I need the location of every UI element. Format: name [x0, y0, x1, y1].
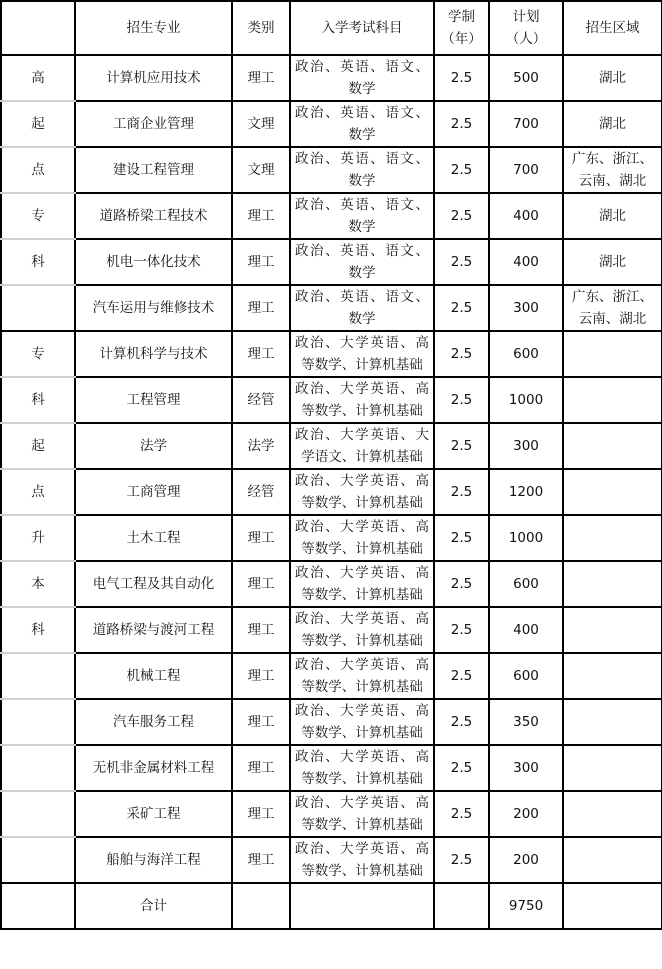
table-row: [1, 377, 662, 423]
table-row: [1, 193, 662, 239]
plan-cell: 400: [489, 607, 563, 653]
exam-subjects-cell: 政治、英语、语文、数学: [290, 55, 434, 101]
major-cell: 计算机科学与技术: [75, 331, 232, 377]
duration-cell: 2.5: [434, 699, 489, 745]
total-row: [1, 883, 662, 929]
duration-cell: 2.5: [434, 285, 489, 331]
duration-cell: 2.5: [434, 515, 489, 561]
major-cell: 土木工程: [75, 515, 232, 561]
major-cell: 机械工程: [75, 653, 232, 699]
region-cell: [563, 837, 662, 883]
major-cell: 汽车服务工程: [75, 699, 232, 745]
section-cell: [1, 653, 75, 699]
category-cell: 文理: [232, 101, 290, 147]
header-category: 类别: [232, 1, 290, 55]
section-cell: [1, 699, 75, 745]
category-cell: 理工: [232, 607, 290, 653]
category-cell: 理工: [232, 699, 290, 745]
major-cell: 道路桥梁与渡河工程: [75, 607, 232, 653]
section-cell: 点: [1, 469, 75, 515]
header-region: 招生区域: [563, 1, 662, 55]
major-cell: 工商管理: [75, 469, 232, 515]
region-cell: 湖北: [563, 101, 662, 147]
region-cell: 湖北: [563, 193, 662, 239]
duration-cell: 2.5: [434, 837, 489, 883]
duration-cell: 2.5: [434, 653, 489, 699]
plan-cell: 400: [489, 239, 563, 285]
category-cell: 理工: [232, 837, 290, 883]
total-duration-cell: [434, 883, 489, 929]
table-row: [1, 469, 662, 515]
plan-cell: 300: [489, 285, 563, 331]
exam-subjects-cell: 政治、英语、语文、数学: [290, 285, 434, 331]
exam-subjects-cell: 政治、大学英语、高等数学、计算机基础: [290, 331, 434, 377]
region-cell: 广东、浙江、云南、湖北: [563, 285, 662, 331]
section-cell: 高: [1, 55, 75, 101]
major-cell: 机电一体化技术: [75, 239, 232, 285]
category-cell: 理工: [232, 515, 290, 561]
category-cell: 理工: [232, 285, 290, 331]
total-region-cell: [563, 883, 662, 929]
exam-subjects-cell: 政治、英语、语文、数学: [290, 239, 434, 285]
exam-subjects-cell: 政治、英语、语文、数学: [290, 193, 434, 239]
header-duration-line1: 学制: [448, 9, 475, 25]
duration-cell: 2.5: [434, 607, 489, 653]
plan-cell: 350: [489, 699, 563, 745]
category-cell: 理工: [232, 239, 290, 285]
exam-subjects-cell: 政治、大学英语、高等数学、计算机基础: [290, 699, 434, 745]
exam-subjects-cell: 政治、大学英语、高等数学、计算机基础: [290, 515, 434, 561]
table-row: [1, 285, 662, 331]
section-cell: 起: [1, 423, 75, 469]
exam-subjects-cell: 政治、大学英语、高等数学、计算机基础: [290, 837, 434, 883]
plan-cell: 1000: [489, 377, 563, 423]
section-cell: 科: [1, 607, 75, 653]
region-cell: [563, 331, 662, 377]
major-cell: 采矿工程: [75, 791, 232, 837]
major-cell: 汽车运用与维修技术: [75, 285, 232, 331]
table-row: [1, 515, 662, 561]
table-row: [1, 791, 662, 837]
header-duration: [434, 1, 489, 55]
major-cell: 计算机应用技术: [75, 55, 232, 101]
header-exam-subjects: 入学考试科目: [290, 1, 434, 55]
duration-cell: 2.5: [434, 331, 489, 377]
category-cell: 理工: [232, 331, 290, 377]
plan-cell: 300: [489, 423, 563, 469]
section-cell: [1, 791, 75, 837]
plan-cell: 400: [489, 193, 563, 239]
table-row: [1, 55, 662, 101]
category-cell: 理工: [232, 561, 290, 607]
table-row: [1, 331, 662, 377]
plan-cell: 300: [489, 745, 563, 791]
table-row: [1, 423, 662, 469]
table-row: [1, 607, 662, 653]
major-cell: 无机非金属材料工程: [75, 745, 232, 791]
major-cell: 法学: [75, 423, 232, 469]
header-plan-line2: （人）: [505, 31, 547, 47]
duration-cell: 2.5: [434, 745, 489, 791]
section-cell: 专: [1, 193, 75, 239]
region-cell: [563, 653, 662, 699]
category-cell: 理工: [232, 193, 290, 239]
plan-cell: 1200: [489, 469, 563, 515]
exam-subjects-cell: 政治、大学英语、高等数学、计算机基础: [290, 607, 434, 653]
plan-cell: 700: [489, 147, 563, 193]
duration-cell: 2.5: [434, 791, 489, 837]
region-cell: 湖北: [563, 55, 662, 101]
exam-subjects-cell: 政治、大学英语、高等数学、计算机基础: [290, 469, 434, 515]
section-cell: 专: [1, 331, 75, 377]
exam-subjects-cell: 政治、大学英语、高等数学、计算机基础: [290, 377, 434, 423]
exam-subjects-cell: 政治、英语、语文、数学: [290, 147, 434, 193]
region-cell: [563, 423, 662, 469]
region-cell: [563, 469, 662, 515]
plan-cell: 700: [489, 101, 563, 147]
major-cell: 船舶与海洋工程: [75, 837, 232, 883]
category-cell: 理工: [232, 653, 290, 699]
region-cell: 湖北: [563, 239, 662, 285]
section-cell: 科: [1, 239, 75, 285]
total-subjects-cell: [290, 883, 434, 929]
duration-cell: 2.5: [434, 469, 489, 515]
exam-subjects-cell: 政治、大学英语、高等数学、计算机基础: [290, 561, 434, 607]
duration-cell: 2.5: [434, 101, 489, 147]
section-cell: [1, 837, 75, 883]
header-major: 招生专业: [75, 1, 232, 55]
total-label: 合计: [75, 883, 232, 929]
duration-cell: 2.5: [434, 55, 489, 101]
region-cell: [563, 607, 662, 653]
section-cell: [1, 285, 75, 331]
major-cell: 工商企业管理: [75, 101, 232, 147]
duration-cell: 2.5: [434, 423, 489, 469]
table-row: [1, 561, 662, 607]
region-cell: [563, 377, 662, 423]
plan-cell: 500: [489, 55, 563, 101]
plan-cell: 600: [489, 331, 563, 377]
section-cell: [1, 745, 75, 791]
region-cell: [563, 745, 662, 791]
region-cell: [563, 515, 662, 561]
region-cell: [563, 561, 662, 607]
category-cell: 法学: [232, 423, 290, 469]
table-row: [1, 147, 662, 193]
category-cell: 经管: [232, 377, 290, 423]
section-cell: 本: [1, 561, 75, 607]
exam-subjects-cell: 政治、大学英语、高等数学、计算机基础: [290, 653, 434, 699]
section-cell: 升: [1, 515, 75, 561]
category-cell: 理工: [232, 745, 290, 791]
plan-cell: 1000: [489, 515, 563, 561]
plan-cell: 600: [489, 561, 563, 607]
table-header-row: [1, 1, 662, 55]
category-cell: 理工: [232, 55, 290, 101]
exam-subjects-cell: 政治、英语、语文、数学: [290, 101, 434, 147]
plan-cell: 200: [489, 791, 563, 837]
header-plan-line1: 计划: [512, 9, 540, 25]
section-cell: 点: [1, 147, 75, 193]
exam-subjects-cell: 政治、大学英语、高等数学、计算机基础: [290, 791, 434, 837]
header-duration-line2: （年）: [441, 31, 482, 47]
major-cell: 电气工程及其自动化: [75, 561, 232, 607]
category-cell: 理工: [232, 791, 290, 837]
duration-cell: 2.5: [434, 193, 489, 239]
section-cell: 起: [1, 101, 75, 147]
table-row: [1, 745, 662, 791]
total-section-cell: [1, 883, 75, 929]
table-row: [1, 837, 662, 883]
plan-cell: 600: [489, 653, 563, 699]
section-cell: 科: [1, 377, 75, 423]
header-plan: [489, 1, 563, 55]
exam-subjects-cell: 政治、大学英语、大学语文、计算机基础: [290, 423, 434, 469]
table-row: [1, 101, 662, 147]
table-row: [1, 239, 662, 285]
exam-subjects-cell: 政治、大学英语、高等数学、计算机基础: [290, 745, 434, 791]
region-cell: [563, 791, 662, 837]
duration-cell: 2.5: [434, 561, 489, 607]
category-cell: 经管: [232, 469, 290, 515]
major-cell: 建设工程管理: [75, 147, 232, 193]
duration-cell: 2.5: [434, 377, 489, 423]
total-category-cell: [232, 883, 290, 929]
duration-cell: 2.5: [434, 147, 489, 193]
duration-cell: 2.5: [434, 239, 489, 285]
header-section: [1, 1, 75, 55]
major-cell: 工程管理: [75, 377, 232, 423]
plan-cell: 200: [489, 837, 563, 883]
table-row: [1, 699, 662, 745]
major-cell: 道路桥梁工程技术: [75, 193, 232, 239]
table-row: [1, 653, 662, 699]
category-cell: 文理: [232, 147, 290, 193]
region-cell: 广东、浙江、云南、湖北: [563, 147, 662, 193]
total-plan: 9750: [489, 883, 563, 929]
region-cell: [563, 699, 662, 745]
